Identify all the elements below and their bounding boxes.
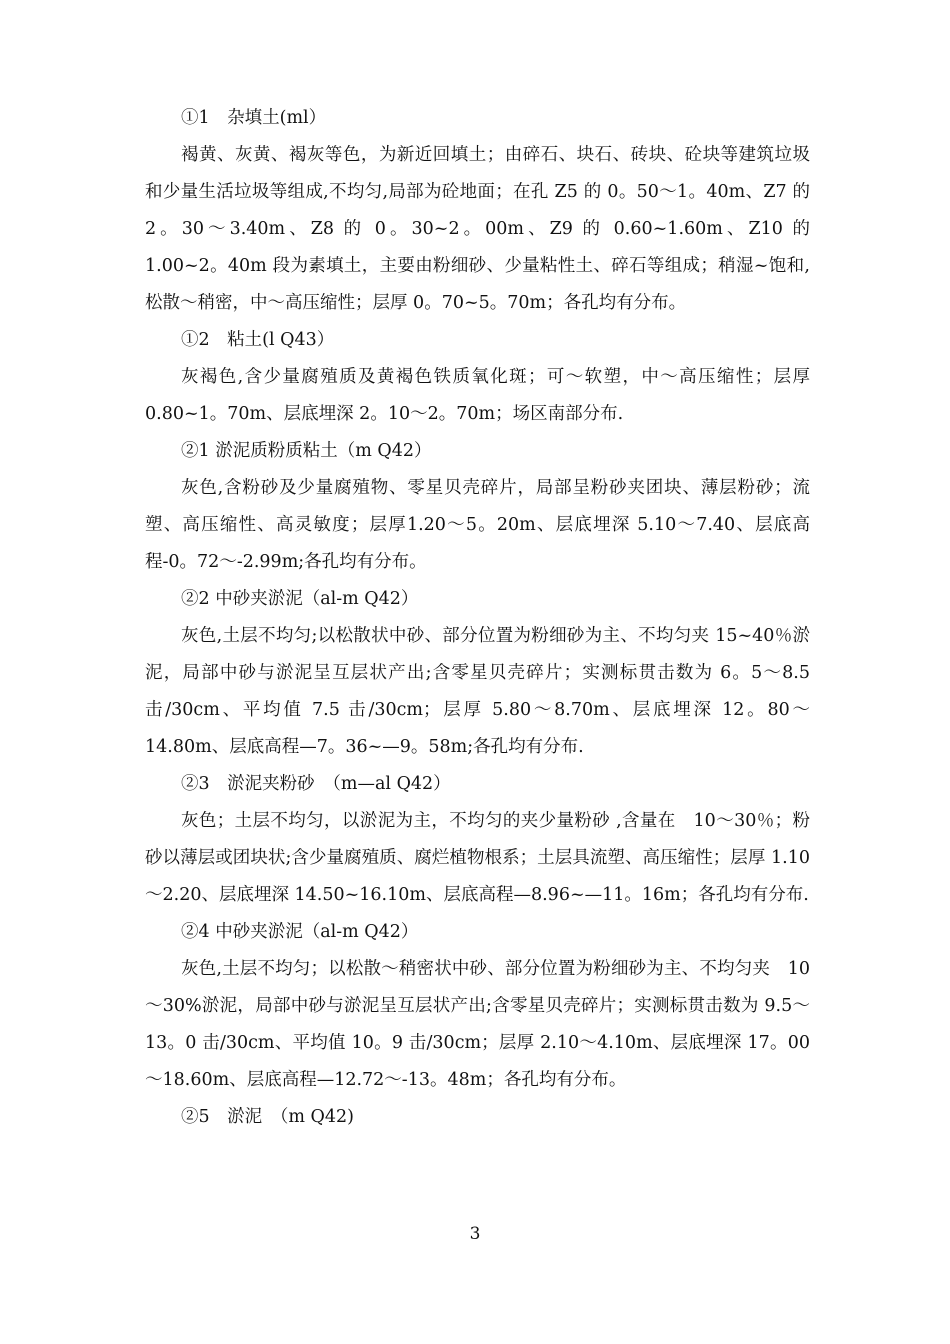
page-number: 3	[469, 1224, 481, 1244]
section-heading-clay-1: ①2 粘土(l Q43）	[181, 330, 335, 350]
document-body	[145, 100, 810, 1136]
section-heading-fill-1: ①1 杂填土(ml）	[181, 108, 327, 128]
section-heading-silt-2-5: ②5 淤泥 （m Q42)	[181, 1107, 354, 1127]
section-heading-sand-2-4: ②4 中砂夹淤泥（al-m Q42）	[181, 922, 419, 942]
section-body-silt-2-3: 灰色；土层不均匀，以淤泥为主，不均匀的夹少量粉砂 ,含量在 10～30％；粉砂以薄层或团块状;含少量腐殖质、腐烂植物根系；土层具流塑、高压缩性；层厚 1.10～2.20、层底埋深 14.50~16.10m、层底高程—8.96~—11。16m；各孔均有分布.	[145, 811, 810, 905]
section-body-fill-1: 褐黄、灰黄、褐灰等色，为新近回填土；由碎石、块石、砖块、砼块等建筑垃圾和少量生活垃圾等组成,不均匀,局部为砼地面；在孔 Z5 的 0。50～1。40m、Z7 的 2。30～3.40m、Z8 的 0。30~2。00m、Z9 的 0.60~1.60m、Z10 的 1.00~2。40m 段为素填土，主要由粉细砂、少量粘性土、碎石等组成；稍湿~饱和,松散～稍密，中～高压缩性；层厚 0。70~5。70m；各孔均有分布。	[145, 145, 810, 313]
section-body-sand-2-2: 灰色,土层不均匀;以松散状中砂、部分位置为粉细砂为主、不均匀夹 15~40％淤泥，局部中砂与淤泥呈互层状产出;含零星贝壳碎片；实测标贯击数为 6。5～8.5 击/30cm、平均值 7.5 击/30cm；层厚 5.80～8.70m、层底埋深 12。80～14.80m、层底高程—7。36~—9。58m;各孔均有分布.	[145, 626, 810, 757]
section-heading-silt-2-3: ②3 淤泥夹粉砂 （m—al Q42）	[181, 774, 451, 794]
section-heading-sand-2-2: ②2 中砂夹淤泥（al-m Q42）	[181, 589, 419, 609]
section-body-sand-2-4: 灰色,土层不均匀；以松散～稍密状中砂、部分位置为粉细砂为主、不均匀夹 10～30%淤泥，局部中砂与淤泥呈互层状产出;含零星贝壳碎片；实测标贯击数为 9.5～13。0 击/30cm、平均值 10。9 击/30cm；层厚 2.10～4.10m、层底埋深 17。00～18.60m、层底高程—12.72～-13。48m；各孔均有分布。	[145, 959, 810, 1090]
section-body-silty-clay-2-1: 灰色,含粉砂及少量腐殖物、零星贝壳碎片，局部呈粉砂夹团块、薄层粉砂；流塑、高压缩性、高灵敏度；层厚1.20～5。20m、层底埋深 5.10～7.40、层底高程-0。72～-2.99m;各孔均有分布。	[145, 478, 810, 572]
section-body-clay-1: 灰褐色,含少量腐殖质及黄褐色铁质氧化斑；可～软塑，中～高压缩性；层厚 0.80~1。70m、层底埋深 2。10～2。70m；场区南部分布.	[145, 367, 810, 424]
section-heading-silty-clay-2-1: ②1 淤泥质粉质粘土（m Q42）	[181, 441, 432, 461]
